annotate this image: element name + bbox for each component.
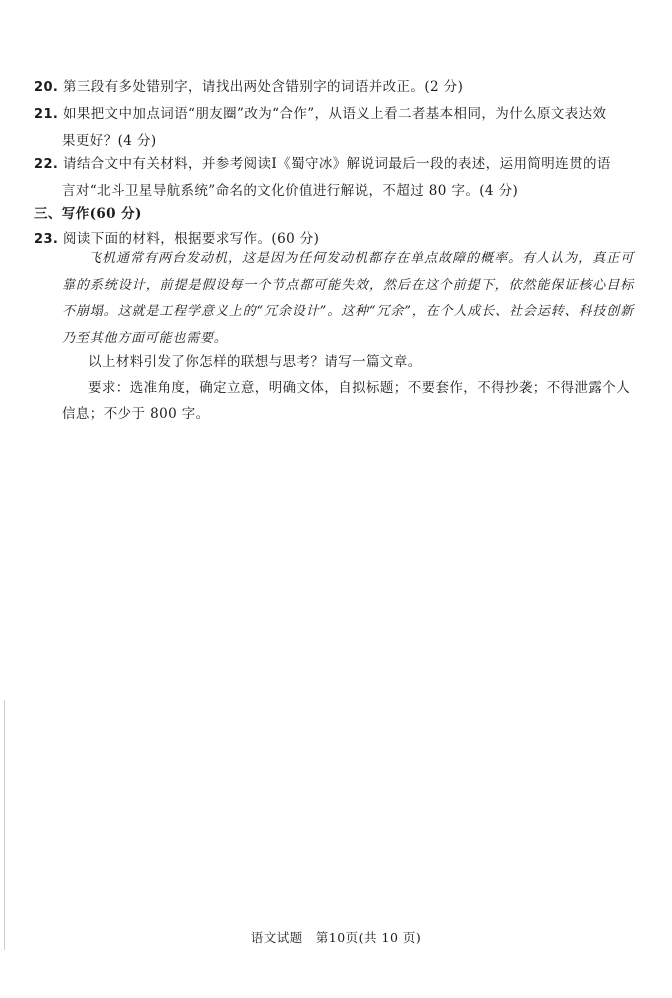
question-text: 第三段有多处错别字，请找出两处含错别字的词语并改正。(2 分)	[62, 79, 464, 95]
writing-material: 飞机通常有两台发动机，这是因为任何发动机都存在单点故障的概率。有人认为，真正可靠的系统设计，前提是假设每一个节点都可能失效，然后在这个前提下，依然能保证核心目标不崩塌。这就是工程学意义上的“冗余设计”。这种“冗余”，在个人成长、社会运转、科技创新乃至其他方面可能也需要。	[62, 251, 634, 346]
writing-prompt: 以上材料引发了你怎样的联想与思考？请写一篇文章。	[88, 354, 422, 370]
question-number: 22.	[34, 157, 59, 172]
writing-requirements: 要求：选准角度，确定立意，明确文体，自拟标题；不要套作，不得抄袭；不得泄露个人信息；不少于 800 字。	[62, 380, 631, 422]
question-text-line1: 请结合文中有关材料，并参考阅读Ⅰ《蜀守冰》解说词最后一段的表述，运用简明连贯的语	[62, 156, 611, 172]
question-number: 23.	[34, 232, 59, 247]
question-text-line2: 言对“北斗卫星导航系统”命名的文化价值进行解说，不超过 80 字。(4 分)	[62, 183, 519, 199]
scan-edge-line	[4, 700, 5, 950]
question-20	[34, 74, 634, 101]
question-21	[34, 101, 634, 154]
page-footer: 语文试题 第10页(共 10 页)	[250, 930, 422, 945]
question-number: 21.	[34, 107, 59, 122]
section-heading-writing: 三、写作(60 分)	[34, 206, 142, 222]
question-22	[34, 151, 634, 204]
question-text-line2: 果更好？(4 分)	[62, 133, 157, 149]
question-text-line1: 如果把文中加点词语“朋友圈”改为“合作”，从语义上看二者基本相同，为什么原文表达效	[62, 106, 607, 122]
question-text: 阅读下面的材料，根据要求写作。(60 分)	[62, 231, 320, 247]
question-number: 20.	[34, 80, 59, 95]
